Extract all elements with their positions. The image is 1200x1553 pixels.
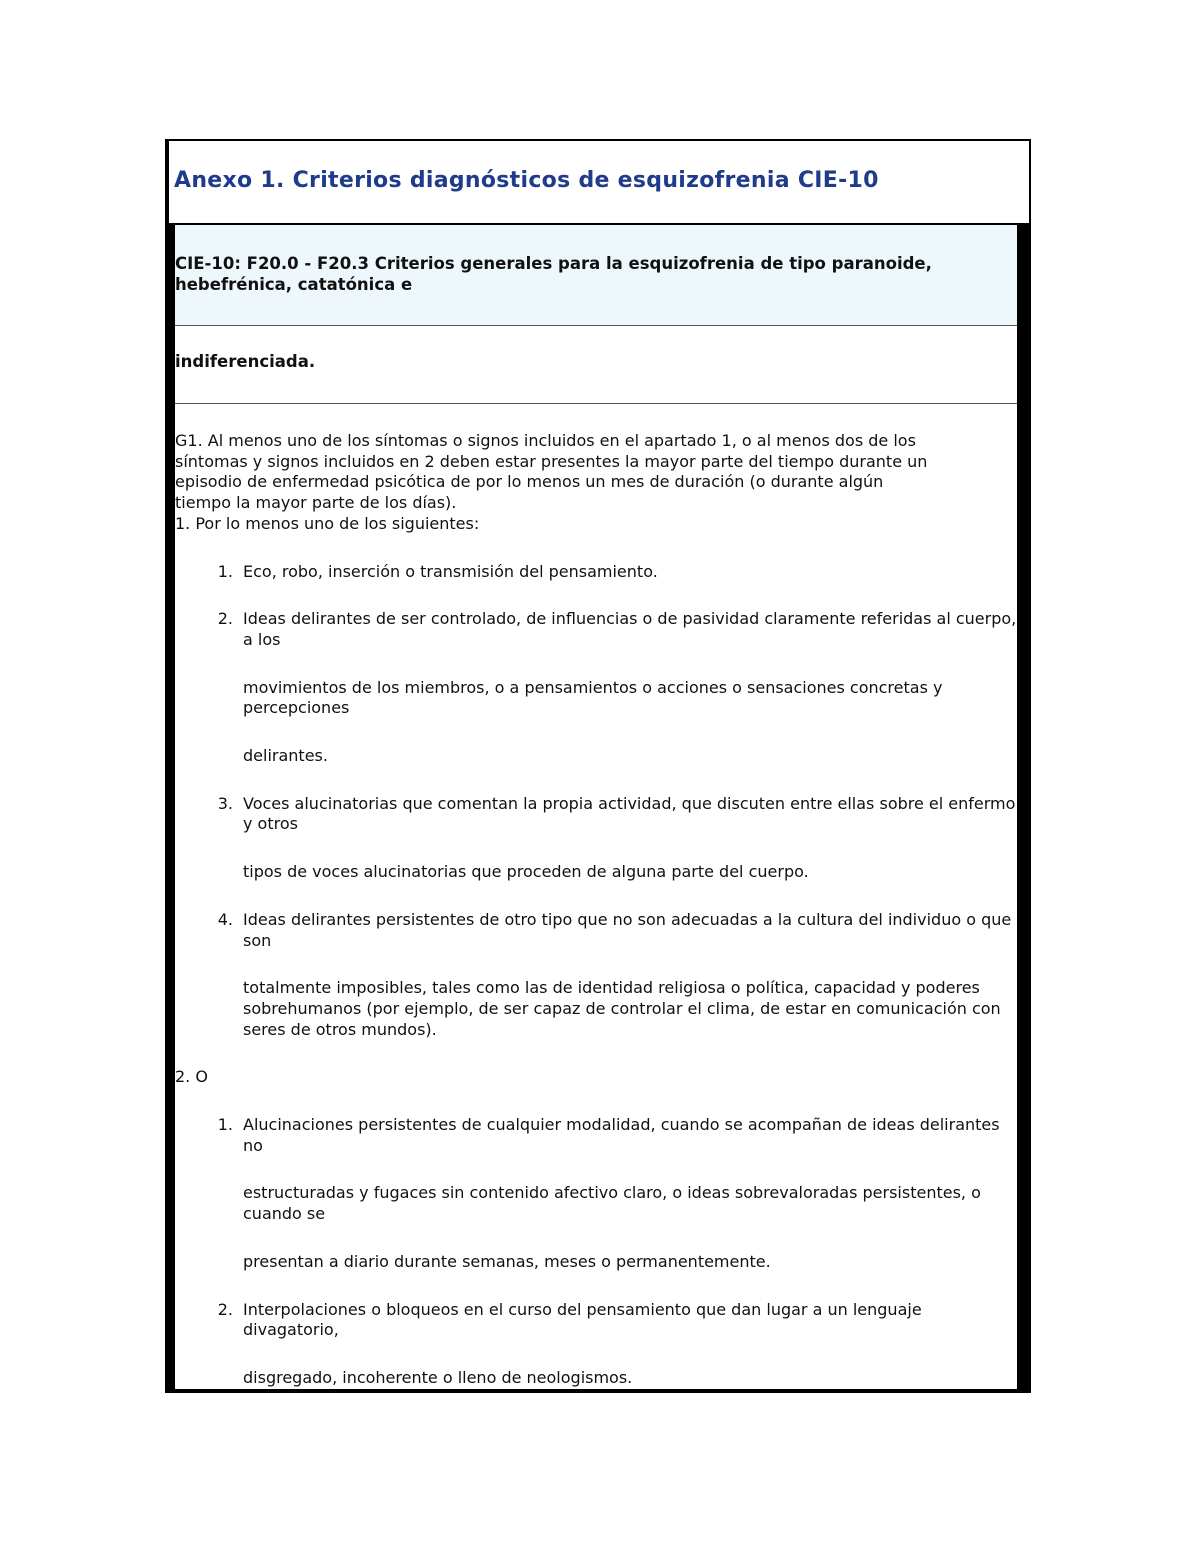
list-item [175,609,1017,650]
section2-heading: 2. O [175,1067,208,1087]
intro-paragraph: G1. Al menos uno de los síntomas o signos incluidos en el apartado 1, o al menos dos de los síntomas y signos incluidos en 2 deben estar presentes la mayor parte del tiempo durante un episodio de enfermedad psicótica de por lo menos un mes de duración (o durante algún tiempo la mayor parte de los días). [175,431,928,513]
criteria-table [167,225,1029,1393]
list-item-text: Ideas delirantes persistentes de otro tipo que no son adecuadas a la cultura del individuo o que son [243,909,1012,950]
list-item-continuation: delirantes. [243,746,328,766]
list-item-number: 2. [217,1299,233,1319]
list-item-text: Ideas delirantes de ser controlado, de influencias o de pasividad claramente referidas al cuerpo, a los [243,609,1017,649]
list-item-number: 2. [217,609,233,629]
list-item [175,1115,1017,1156]
list-item-continuation: presentan a diario durante semanas, meses o permanentemente. [243,1251,771,1271]
subheader-cell [175,325,1017,404]
subheader-text: indiferenciada. [175,352,316,371]
page-title: Anexo 1. Criterios diagnósticos de esquizofrenia CIE-10 [174,168,879,193]
list-item-number: 1. [217,1115,233,1135]
list-item-continuation: movimientos de los miembros, o a pensamientos o acciones o sensaciones concretas y percepciones [243,677,943,718]
list-item [175,794,1017,835]
title-row [167,141,1029,225]
section1-list [175,562,1017,1041]
list-item-continuation: disgregado, incoherente o lleno de neologismos. [243,1367,633,1387]
list-item-number: 4. [217,909,233,929]
criteria-content [175,431,1017,1389]
list-item [175,1300,1017,1341]
list-item-text: Alucinaciones persistentes de cualquier modalidad, cuando se acompañan de ideas delirantes no [243,1115,1000,1155]
table-bottom-border [175,1389,1017,1393]
section2-list [175,1115,1017,1389]
list-item-text: Voces alucinatorias que comentan la propia actividad, que discuten entre ellas sobre el enfermo y otros [243,793,1016,834]
list-item-number: 3. [217,793,233,813]
list-item [175,910,1017,951]
list-item [175,562,1017,583]
list-item-continuation: estructuradas y fugaces sin contenido afectivo claro, o ideas sobrevaloradas persistentes, o cuando se [243,1183,981,1224]
table-header-cell [175,225,1017,326]
list-item-text: Eco, robo, inserción o transmisión del pensamiento. [243,561,658,581]
list-item-text: Interpolaciones o bloqueos en el curso del pensamiento que dan lugar a un lenguaje divagatorio, [243,1299,922,1340]
list-item-continuation: tipos de voces alucinatorias que proceden de alguna parte del cuerpo. [243,862,809,882]
table-header-text: CIE-10: F20.0 - F20.3 Criterios generales para la esquizofrenia de tipo paranoide, hebefrénica, catatónica e [175,254,932,294]
list-item-continuation: totalmente imposibles, tales como las de identidad religiosa o política, capacidad y poderes sobrehumanos (por ejemplo, de ser capaz de controlar el clima, de estar en comunicación con seres de otros mundos). [243,978,1001,1039]
list-item-number: 1. [217,561,233,581]
section1-heading: 1. Por lo menos uno de los siguientes: [175,513,480,533]
